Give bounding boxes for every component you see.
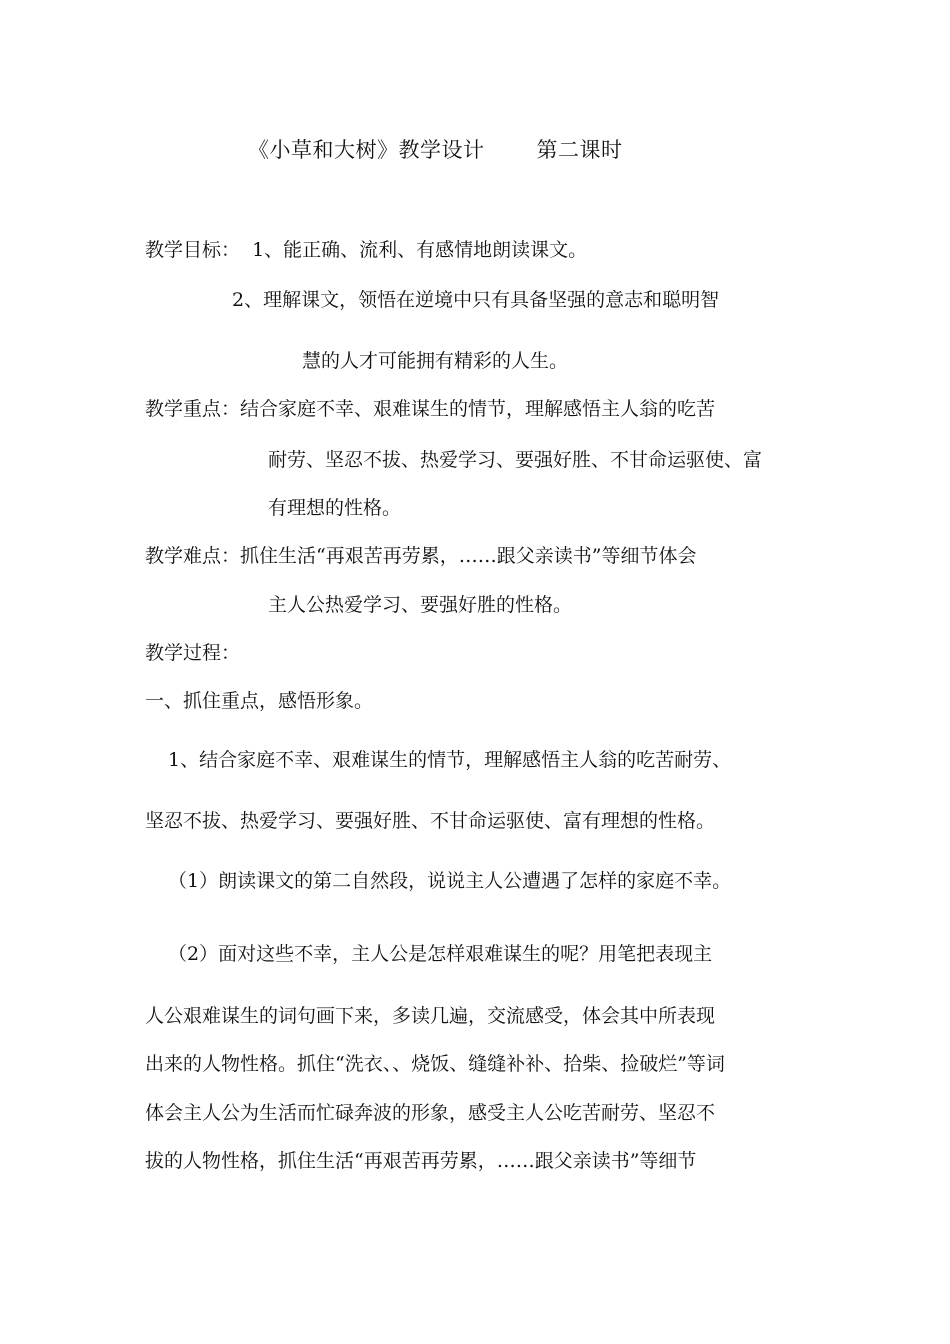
key-points-line1 — [145, 397, 715, 421]
difficulties-label: 教学难点： — [145, 545, 241, 567]
objective-item-1: 1、能正确、流利、有感情地朗读课文。 — [252, 239, 588, 261]
step2-line3: 出来的人物性格。抓住“洗衣、、烧饭、缝缝补补、拾柴、捡破烂”等词 — [145, 1053, 725, 1075]
step1-text: （1）朗读课文的第二自然段，说说主人公遭遇了怎样的家庭不幸。 — [168, 870, 732, 892]
objective-item-2-line1: 2、理解课文，领悟在逆境中只有具备坚强的意志和聪明智 — [232, 289, 720, 311]
section1-heading: 一、抓住重点，感悟形象。 — [145, 690, 374, 712]
difficulties-line1 — [145, 544, 696, 568]
key-points-label: 教学重点： — [145, 398, 241, 420]
objectives-label: 教学目标： — [145, 239, 241, 261]
key-points-text-2: 耐劳、坚忍不拔、热爱学习、要强好胜、不甘命运驱使、富 — [268, 449, 763, 471]
key-points-text-1: 结合家庭不幸、艰难谋生的情节，理解感悟主人翁的吃苦 — [240, 398, 716, 420]
difficulties-text-2: 主人公热爱学习、要强好胜的性格。 — [268, 594, 573, 616]
objective-item-2-line2: 慧的人才可能拥有精彩的人生。 — [302, 350, 569, 372]
objectives-line1 — [145, 238, 587, 262]
step2-line4: 体会主人公为生活而忙碌奔波的形象，感受主人公吃苦耐劳、坚忍不 — [145, 1102, 716, 1124]
title-session: 第二课时 — [536, 138, 623, 162]
point1-line1: 1、结合家庭不幸、艰难谋生的情节，理解感悟主人翁的吃苦耐劳、 — [168, 749, 732, 771]
key-points-text-3: 有理想的性格。 — [268, 497, 402, 519]
step2-line5: 拔的人物性格，抓住生活“再艰苦再劳累，……跟父亲读书”等细节 — [145, 1150, 697, 1172]
step2-line2: 人公艰难谋生的词句画下来，多读几遍，交流感受，体会其中所表现 — [145, 1005, 716, 1027]
point1-line2: 坚忍不拔、热爱学习、要强好胜、不甘命运驱使、富有理想的性格。 — [145, 810, 716, 832]
process-label: 教学过程： — [145, 642, 241, 664]
title-main: 《小草和大树》教学设计 — [248, 138, 485, 162]
step2-line1: （2）面对这些不幸，主人公是怎样艰难谋生的呢？用笔把表现主 — [168, 943, 713, 965]
difficulties-text-1: 抓住生活“再艰苦再劳累，……跟父亲读书”等细节体会 — [240, 545, 697, 567]
page-title — [248, 138, 623, 162]
